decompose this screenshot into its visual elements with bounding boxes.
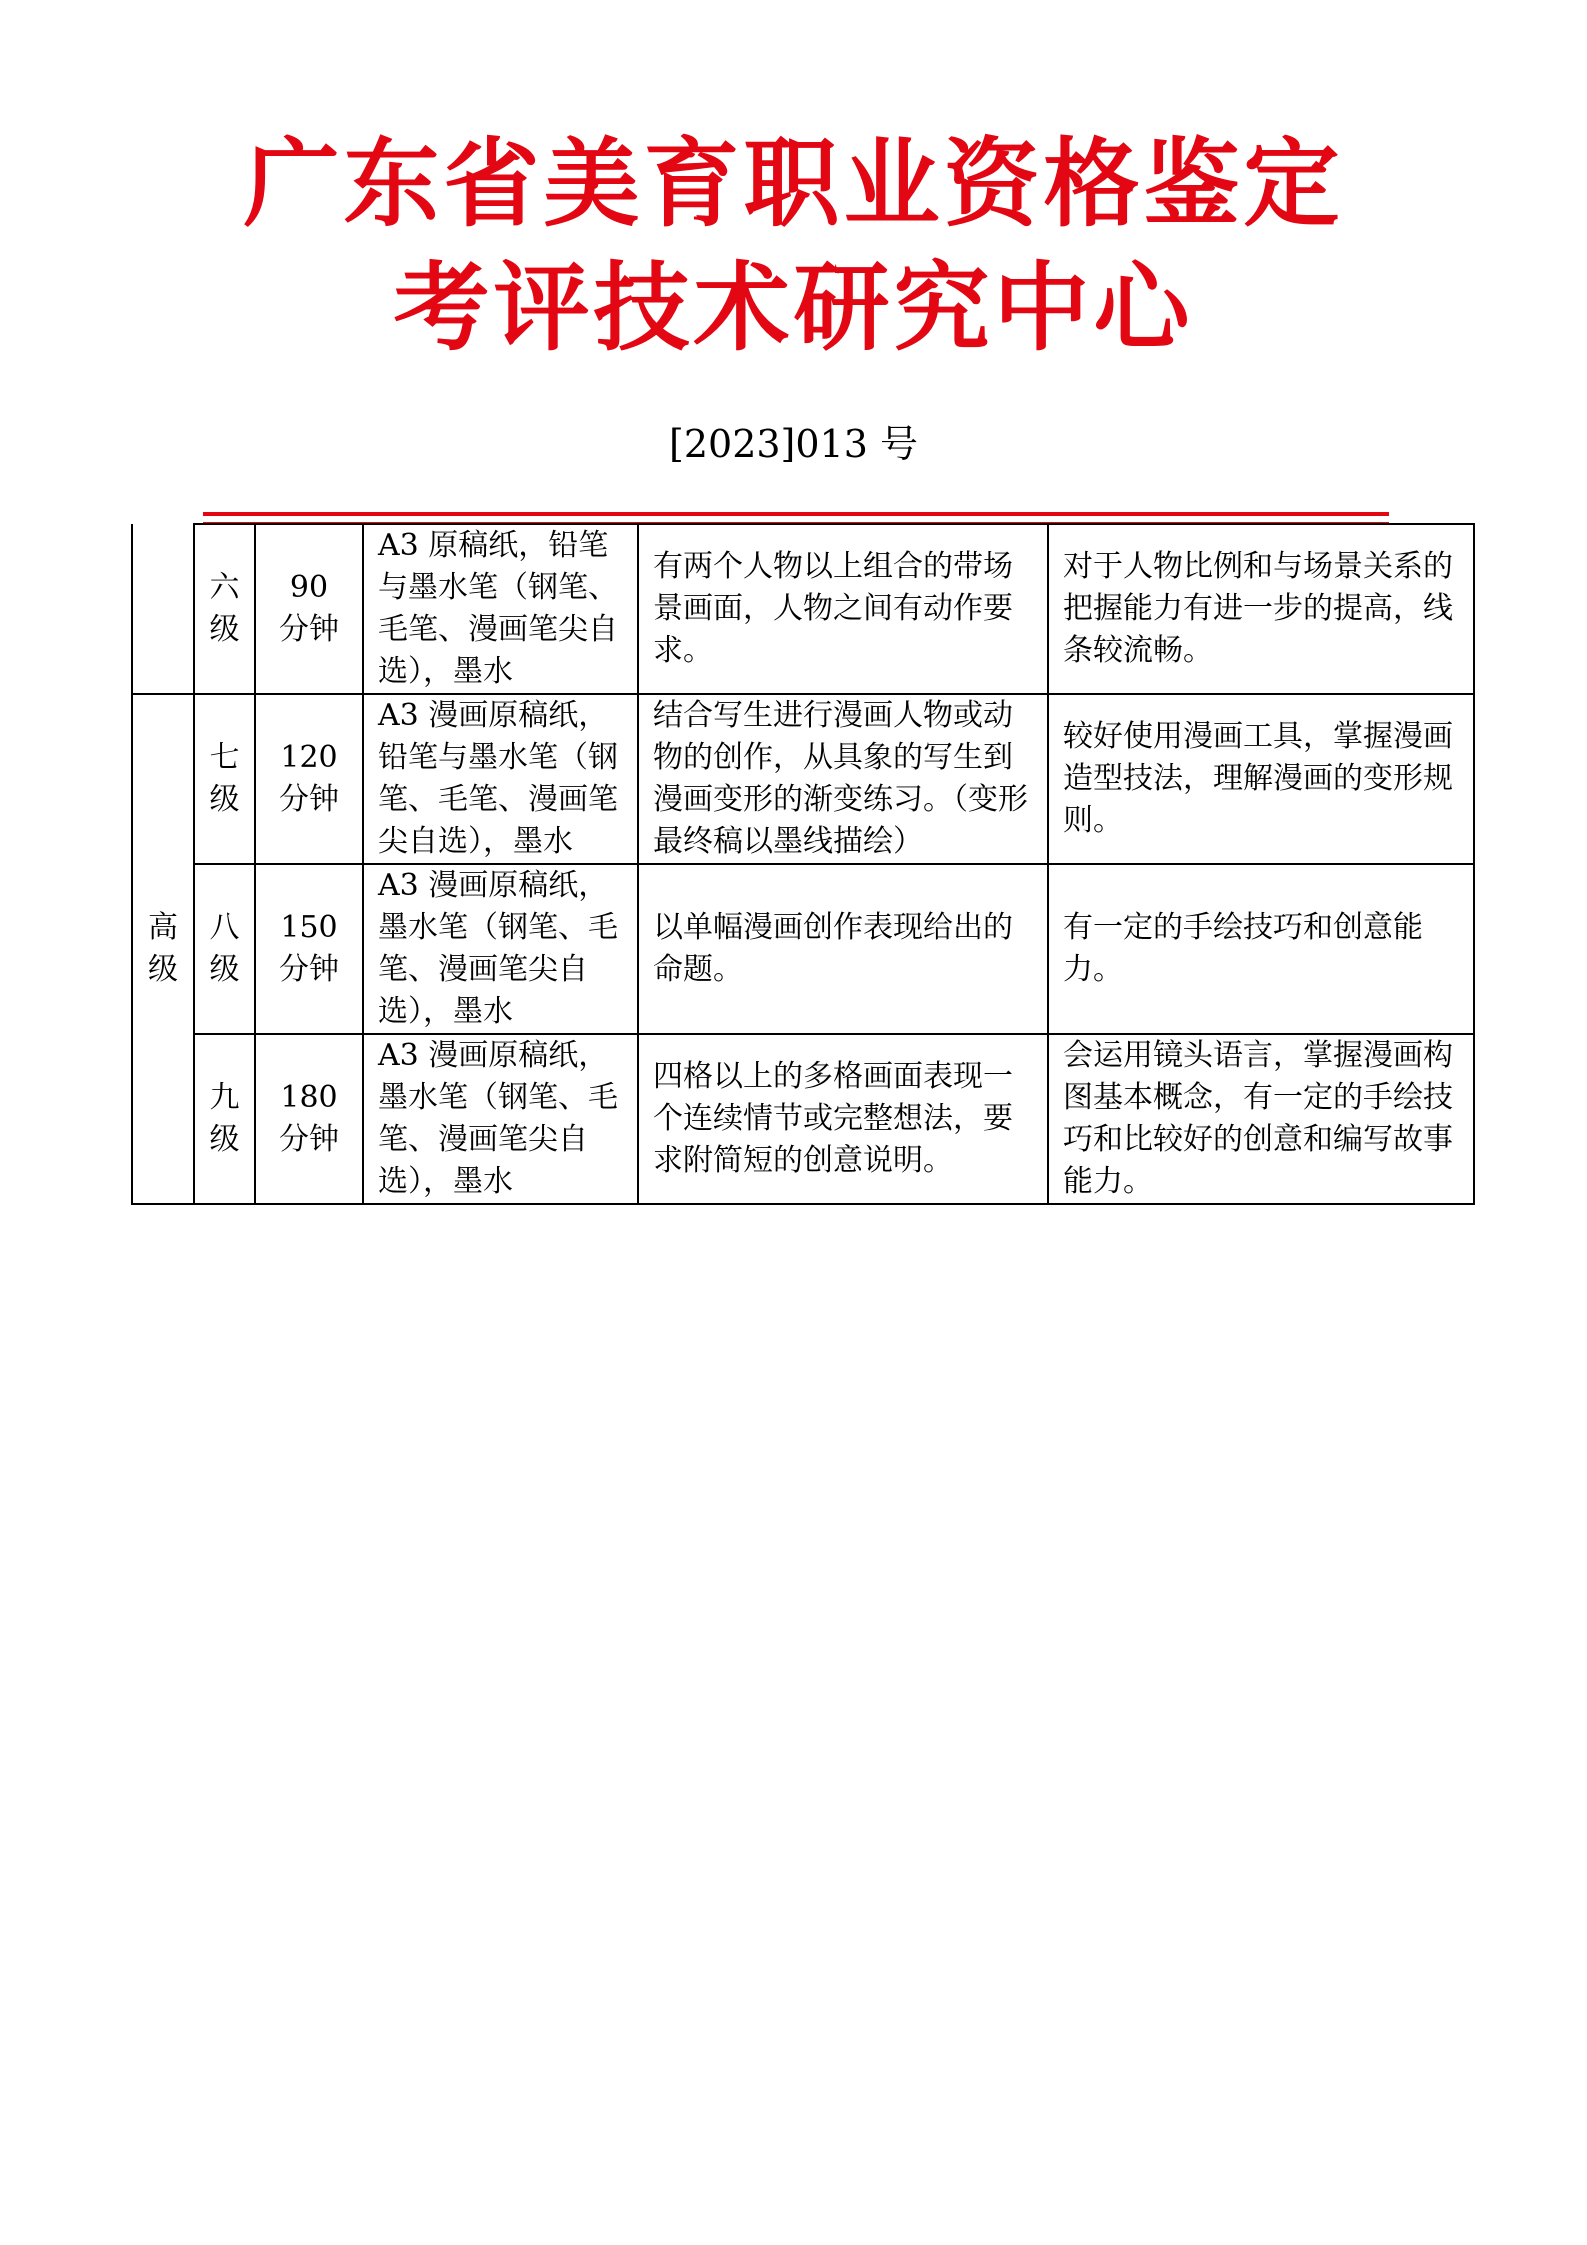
document-number: [2023]013 号 — [669, 422, 918, 466]
requirement-cell: 较好使用漫画工具，掌握漫画造型技法，理解漫画的变形规则。 — [1048, 694, 1474, 864]
level-label: 高级 — [148, 910, 178, 987]
materials-cell: A3 漫画原稿纸，铅笔与墨水笔（钢笔、毛笔、漫画笔尖自选），墨水 — [363, 694, 638, 864]
table-row — [132, 694, 1474, 864]
requirement-cell: 有一定的手绘技巧和创意能力。 — [1048, 864, 1474, 1034]
content-cell: 以单幅漫画创作表现给出的命题。 — [638, 864, 1048, 1034]
time-cell — [255, 864, 363, 1034]
materials-cell: A3 漫画原稿纸，墨水笔（钢笔、毛笔、漫画笔尖自选），墨水 — [363, 864, 638, 1034]
time-cell — [255, 694, 363, 864]
time-unit: 分钟 — [279, 1122, 339, 1157]
grade-cell — [194, 864, 255, 1034]
materials-cell: A3 原稿纸，铅笔与墨水笔（钢笔、毛笔、漫画笔尖自选），墨水 — [363, 524, 638, 694]
time-unit: 分钟 — [279, 612, 339, 647]
content-cell: 结合写生进行漫画人物或动物的创作，从具象的写生到漫画变形的渐变练习。（变形最终稿以墨线描绘） — [638, 694, 1048, 864]
table-row — [132, 524, 1474, 694]
time-cell — [255, 524, 363, 694]
time-value: 180 — [280, 1080, 338, 1115]
table-row — [132, 864, 1474, 1034]
content-cell: 有两个人物以上组合的带场景画面，人物之间有动作要求。 — [638, 524, 1048, 694]
exam-requirements-table — [131, 523, 1475, 1205]
header-title-line1: 广东省美育职业资格鉴定 — [243, 128, 1344, 240]
time-cell — [255, 1034, 363, 1204]
requirement-cell: 对于人物比例和与场景关系的把握能力有进一步的提高，线条较流畅。 — [1048, 524, 1474, 694]
materials-cell: A3 漫画原稿纸，墨水笔（钢笔、毛笔、漫画笔尖自选），墨水 — [363, 1034, 638, 1204]
time-value: 90 — [289, 570, 329, 605]
grade-label: 八级 — [209, 910, 240, 987]
grade-cell — [194, 524, 255, 694]
time-unit: 分钟 — [279, 782, 339, 817]
level-cell — [132, 694, 194, 1204]
table-row — [132, 1034, 1474, 1204]
grade-cell — [194, 694, 255, 864]
grade-cell — [194, 1034, 255, 1204]
time-unit: 分钟 — [279, 952, 339, 987]
grade-label: 六级 — [209, 570, 240, 647]
header-title-line2: 考评技术研究中心 — [393, 252, 1194, 364]
requirement-cell: 会运用镜头语言，掌握漫画构图基本概念，有一定的手绘技巧和比较好的创意和编写故事能力。 — [1048, 1034, 1474, 1204]
time-value: 150 — [280, 910, 338, 945]
grade-label: 七级 — [209, 740, 240, 817]
time-value: 120 — [280, 740, 338, 775]
level-cell-empty — [132, 524, 194, 694]
content-cell: 四格以上的多格画面表现一个连续情节或完整想法，要求附简短的创意说明。 — [638, 1034, 1048, 1204]
header-divider-thick — [203, 512, 1389, 516]
grade-label: 九级 — [209, 1080, 240, 1157]
